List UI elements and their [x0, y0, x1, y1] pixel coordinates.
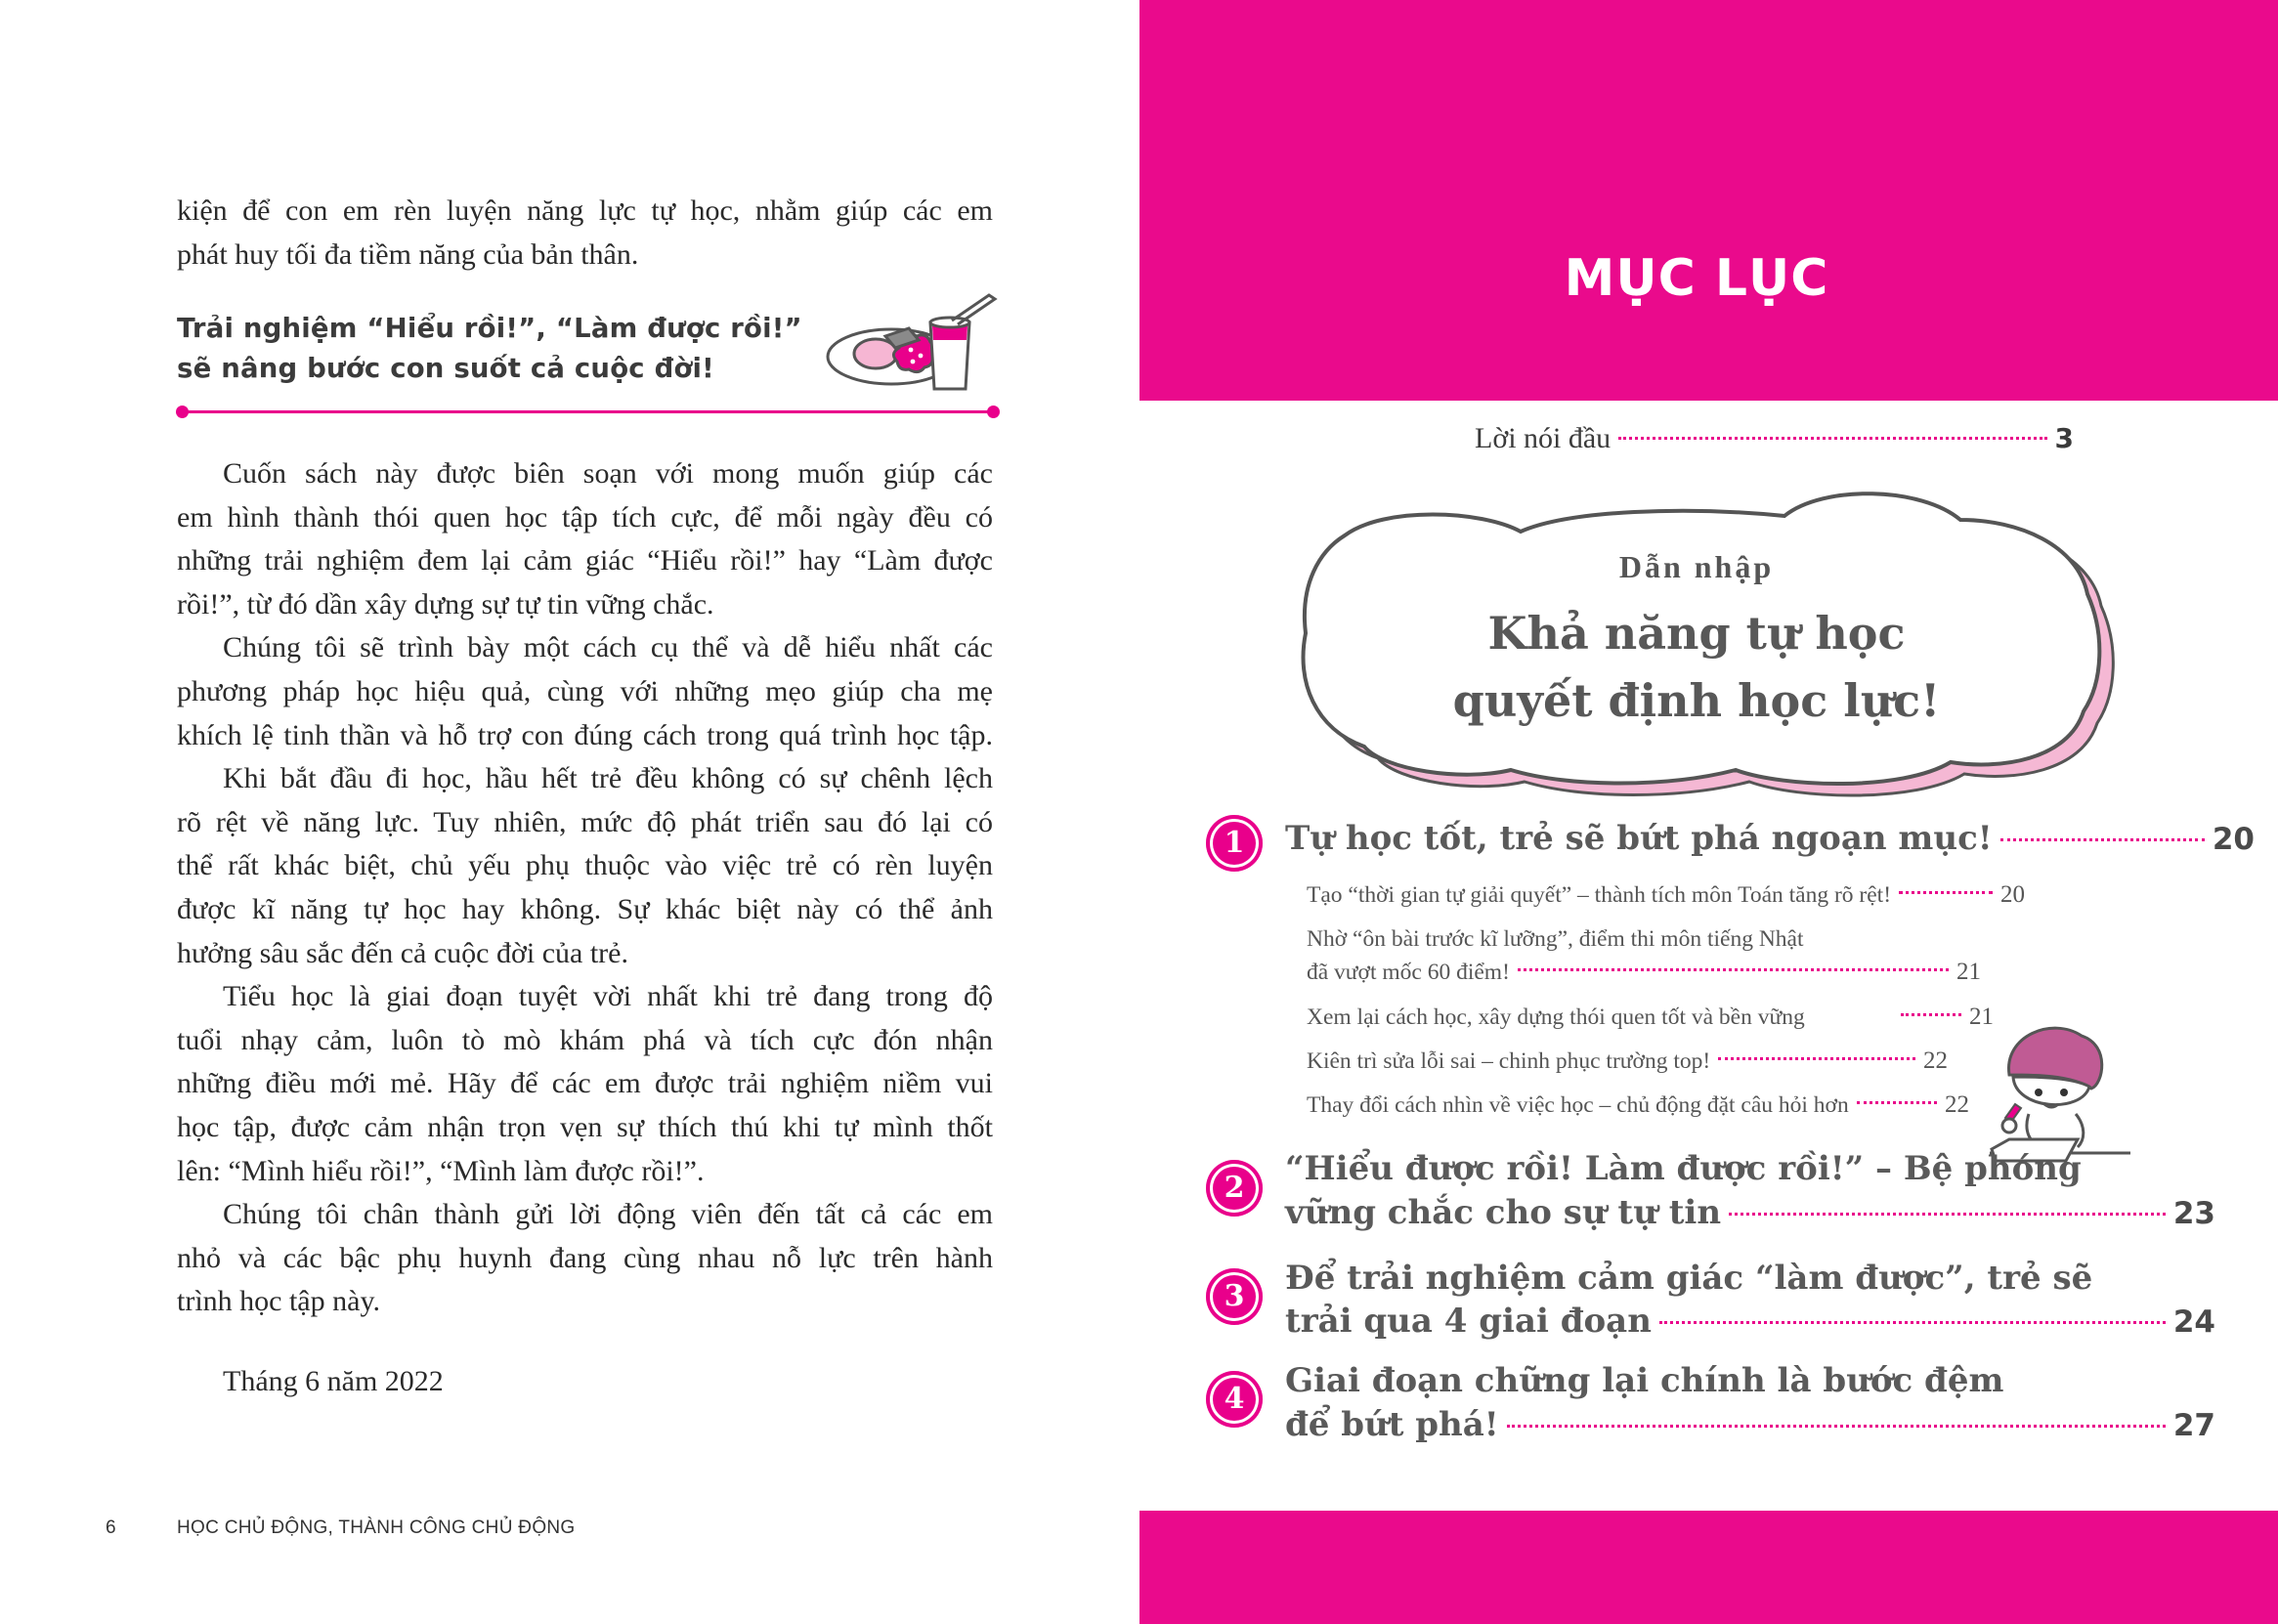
text-line: những trải nghiệm đem lại cảm giác “Hiểu rồi!” hay “Làm được	[177, 544, 993, 577]
dot-leader	[2000, 838, 2205, 841]
text-line: khích lệ tinh thần và hỗ trợ con đúng cách trong quá trình học tập.	[177, 718, 993, 751]
intro-title[interactable]	[1139, 600, 2254, 735]
toc-entry-line: Giai đoạn chững lại chính là bước đệm	[1285, 1361, 2004, 1400]
intro-label: Dẫn nhập	[1618, 549, 1775, 584]
toc-page-number: 23	[2172, 1196, 2215, 1231]
toc-entry-title: để bứt phá!	[1285, 1405, 1499, 1444]
toc-page-number: 24	[2172, 1304, 2215, 1340]
toc-page-number: 27	[2172, 1408, 2215, 1443]
toc-entry-title: Kiên trì sửa lỗi sai – chinh phục trường top!	[1307, 1048, 1711, 1074]
text-line: trình học tập này.	[177, 1285, 380, 1318]
toc-subentry[interactable]	[1307, 881, 2025, 909]
toc-page-number: 20	[2000, 881, 2025, 908]
toc-subentry[interactable]	[1307, 959, 1981, 986]
text-line: tuổi nhạy cảm, luôn tò mò khám phá và tích cực đón nhận	[177, 1023, 993, 1056]
toc-entry-title: trải qua 4 giai đoạn	[1285, 1302, 1652, 1341]
toc-title: MỤC LỤC	[1564, 249, 1829, 308]
text-line: rồi!”, từ đó dần xây dựng sự tự tin vững chắc.	[177, 587, 714, 620]
opening-paragraph	[177, 190, 993, 277]
text-line: hưởng sâu sắc đến cả cuộc đời của trẻ.	[177, 936, 628, 969]
text-line: học tập, được cảm nhận trọn vẹn sự thích thú khi tự mình thốt	[177, 1110, 993, 1143]
right-page	[1139, 0, 2278, 1624]
text-line: phát huy tối đa tiềm năng của bản thân.	[177, 237, 639, 271]
intro-title-line: Khả năng tự học	[1487, 607, 1906, 660]
toc-page-number: 22	[1945, 1091, 1969, 1118]
toc-entry-title: Tạo “thời gian tự giải quyết” – thành tích môn Toán tăng rõ rệt!	[1307, 882, 1892, 908]
text-line: Chúng tôi chân thành gửi lời động viên đến tất cả các em	[223, 1198, 993, 1231]
dot-leader	[1507, 1425, 2166, 1428]
toc-page-number: 22	[1923, 1047, 1948, 1074]
toc-subentry-line: Nhờ “ôn bài trước kĩ lưỡng”, điểm thi môn tiếng Nhật	[1307, 926, 1804, 952]
toc-entry-line: “Hiểu được rồi! Làm được rồi!” – Bệ phóng	[1285, 1149, 2082, 1188]
toc-entry-title: Xem lại cách học, xây dựng thói quen tốt và bền vững	[1307, 1004, 1805, 1030]
bottom-color-band	[1139, 1511, 2278, 1624]
dot-leader	[1659, 1321, 2166, 1324]
rule-dot	[176, 406, 189, 418]
toc-page-number: 3	[2054, 422, 2074, 454]
chapter-number-badge: 3	[1206, 1268, 1263, 1325]
intro-title-line: quyết định học lực!	[1452, 674, 1941, 727]
toc-page-number: 20	[2212, 822, 2255, 857]
chapter-number-badge: 2	[1206, 1160, 1263, 1217]
section-heading	[177, 309, 802, 389]
text-line: phương pháp học hiệu quả, cùng với những mẹo giúp cha mẹ	[177, 674, 993, 707]
toc-entry-title: Thay đổi cách nhìn về việc học – chủ động đặt câu hỏi hơn	[1307, 1092, 1849, 1118]
text-line: em hình thành thói quen học tập tích cực, để mỗi ngày đều có	[177, 500, 993, 534]
toc-subentry[interactable]	[1307, 1091, 1969, 1119]
toc-entry-chapter-4[interactable]	[1285, 1405, 2215, 1444]
running-title: HỌC CHỦ ĐỘNG, THÀNH CÔNG CHỦ ĐỘNG	[177, 1517, 576, 1538]
toc-entry-chapter-1[interactable]	[1285, 819, 2255, 858]
dot-leader	[1718, 1057, 1915, 1060]
text-line: Cuốn sách này được biên soạn với mong muốn giúp các	[223, 457, 993, 490]
rule-dot	[987, 406, 1000, 418]
toc-page-number: 21	[1956, 959, 1981, 985]
dot-leader	[1518, 968, 1949, 971]
body-text	[177, 452, 993, 1324]
text-line: kiện để con em rèn luyện năng lực tự học, nhằm giúp các em	[177, 194, 993, 227]
text-line: Khi bắt đầu đi học, hầu hết trẻ đều không có sự chênh lệch	[223, 762, 993, 795]
top-color-band	[1139, 0, 2278, 401]
toc-entry-preface[interactable]	[1475, 422, 2074, 455]
chapter-number-badge: 1	[1206, 815, 1263, 872]
toc-page-number: 21	[1969, 1004, 1994, 1030]
text-line: những điều mới mẻ. Hãy để các em được trải nghiệm niềm vui	[177, 1067, 993, 1100]
text-line: nhỏ và các bậc phụ huynh đang cùng nhau nỗ lực trên hành	[177, 1241, 993, 1274]
toc-entry-chapter-3[interactable]	[1285, 1302, 2215, 1341]
toc-entry-chapter-2[interactable]	[1285, 1193, 2215, 1232]
toc-subentry[interactable]	[1307, 1047, 1948, 1075]
toc-entry-title: vững chắc cho sự tự tin	[1285, 1193, 1722, 1232]
heading-rule	[182, 410, 993, 413]
toc-entry-line: Để trải nghiệm cảm giác “làm được”, trẻ sẽ	[1285, 1259, 2093, 1298]
text-line: thể rất khác biệt, chủ yếu phụ thuộc vào việc trẻ có rèn luyện	[177, 849, 993, 882]
toc-entry-title: đã vượt mốc 60 điểm!	[1307, 960, 1510, 985]
chapter-number-badge: 4	[1206, 1371, 1263, 1428]
heading-line: sẽ nâng bước con suốt cả cuộc đời!	[177, 353, 714, 384]
dot-leader	[1618, 437, 2046, 440]
text-line: lên: “Mình hiểu rồi!”, “Mình làm được rồi!”.	[177, 1154, 705, 1187]
date-line: Tháng 6 năm 2022	[223, 1365, 444, 1397]
text-line: rõ rệt về năng lực. Tuy nhiên, mức độ phát triển sau đó lại có	[177, 805, 993, 838]
toc-entry-title: Lời nói đầu	[1475, 422, 1612, 454]
dot-leader	[1857, 1101, 1937, 1104]
text-line: Chúng tôi sẽ trình bày một cách cụ thể và dễ hiểu nhất các	[223, 631, 993, 664]
page-number: 6	[106, 1517, 116, 1538]
heading-line: Trải nghiệm “Hiểu rồi!”, “Làm được rồi!”	[177, 313, 802, 344]
text-line: được kĩ năng tự học hay không. Sự khác biệt này có thể ảnh	[177, 892, 993, 925]
dot-leader	[1901, 1013, 1961, 1016]
dot-leader	[1729, 1213, 2166, 1216]
text-line: Tiểu học là giai đoạn tuyệt vời nhất khi trẻ đang trong độ	[223, 980, 993, 1013]
dot-leader	[1899, 891, 1993, 894]
toc-entry-title: Tự học tốt, trẻ sẽ bứt phá ngoạn mục!	[1285, 819, 1993, 858]
snack-plate-and-drink-icon	[823, 291, 1004, 399]
